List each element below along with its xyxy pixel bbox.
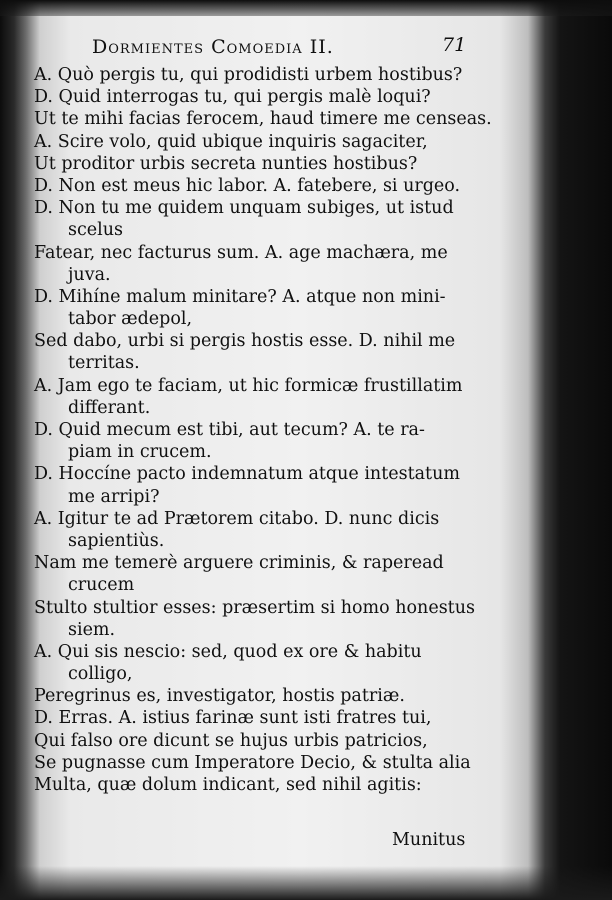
page-number: 71 (442, 34, 467, 56)
text-line: Fatear, nec facturus sum. A. age machæra, me (34, 242, 448, 263)
text-line: Peregrinus es, investigator, hostis patriæ. (34, 686, 405, 707)
book-page (34, 30, 534, 860)
text-line: Multa, quæ dolum indicant, sed nihil agitis: (34, 775, 422, 795)
text-line: colligo, (68, 664, 133, 685)
text-line: A. Jam ego te faciam, ut hic formicæ frustillatim (34, 375, 463, 396)
text-line: D. Hoccíne pacto indemnatum atque intestatum (34, 464, 460, 485)
text-line: D. Non tu me quidem unquam subiges, ut istud (34, 198, 454, 219)
text-line: territas. (68, 353, 140, 374)
text-line: D. Erras. A. istius farinæ sunt isti fratres tui, (34, 708, 432, 729)
text-line: A. Qui sis nescio: sed, quod ex ore & habitu (34, 641, 422, 662)
text-line: A. Scire volo, quid ubique inquiris sagaciter, (34, 131, 428, 152)
text-line: piam in crucem. (68, 442, 212, 463)
text-block (34, 64, 492, 796)
text-line: A. Igitur te ad Prætorem citabo. D. nunc dicis (34, 508, 440, 529)
text-line: tabor ædepol, (68, 309, 193, 330)
text-line: me arripi? (68, 486, 160, 507)
text-line: Stulto stultior esses: præsertim si homo honestus (34, 597, 475, 618)
text-line: juva. (68, 264, 111, 285)
text-line: differant. (68, 397, 151, 418)
text-line: Ut te mihi facias ferocem, haud timere me censeas. (34, 109, 492, 130)
running-head: Dormientes Comoedia II. (92, 36, 334, 58)
text-line: Qui falso ore dicunt se hujus urbis patricios, (34, 730, 428, 751)
text-line: D. Non est meus hic labor. A. fatebere, si urgeo. (34, 175, 461, 196)
text-line: D. Quid mecum est tibi, aut tecum? A. te ra- (34, 420, 425, 440)
text-line: Se pugnasse cum Imperatore Decio, & stulta alia (34, 752, 471, 773)
scan-top-edge (0, 0, 612, 16)
text-line: Nam me temerè arguere criminis, & raperead (34, 553, 444, 574)
text-line: crucem (68, 575, 135, 596)
text-line: scelus (68, 220, 123, 241)
scan-bottom-edge (0, 866, 612, 900)
text-line: siem. (68, 619, 116, 640)
text-line: D. Mihíne malum minitare? A. atque non mini- (34, 286, 446, 307)
text-line: D. Quid interrogas tu, qui pergis malè loqui? (34, 87, 431, 108)
text-line: Ut proditor urbis secreta nunties hostibus? (34, 153, 418, 174)
text-line: sapientiùs. (68, 530, 165, 551)
text-line: Sed dabo, urbi si pergis hostis esse. D. nihil me (34, 331, 456, 352)
text-line: A. Quò pergis tu, qui prodidisti urbem hostibus? (34, 65, 463, 85)
catchword: Munitus (392, 830, 466, 850)
